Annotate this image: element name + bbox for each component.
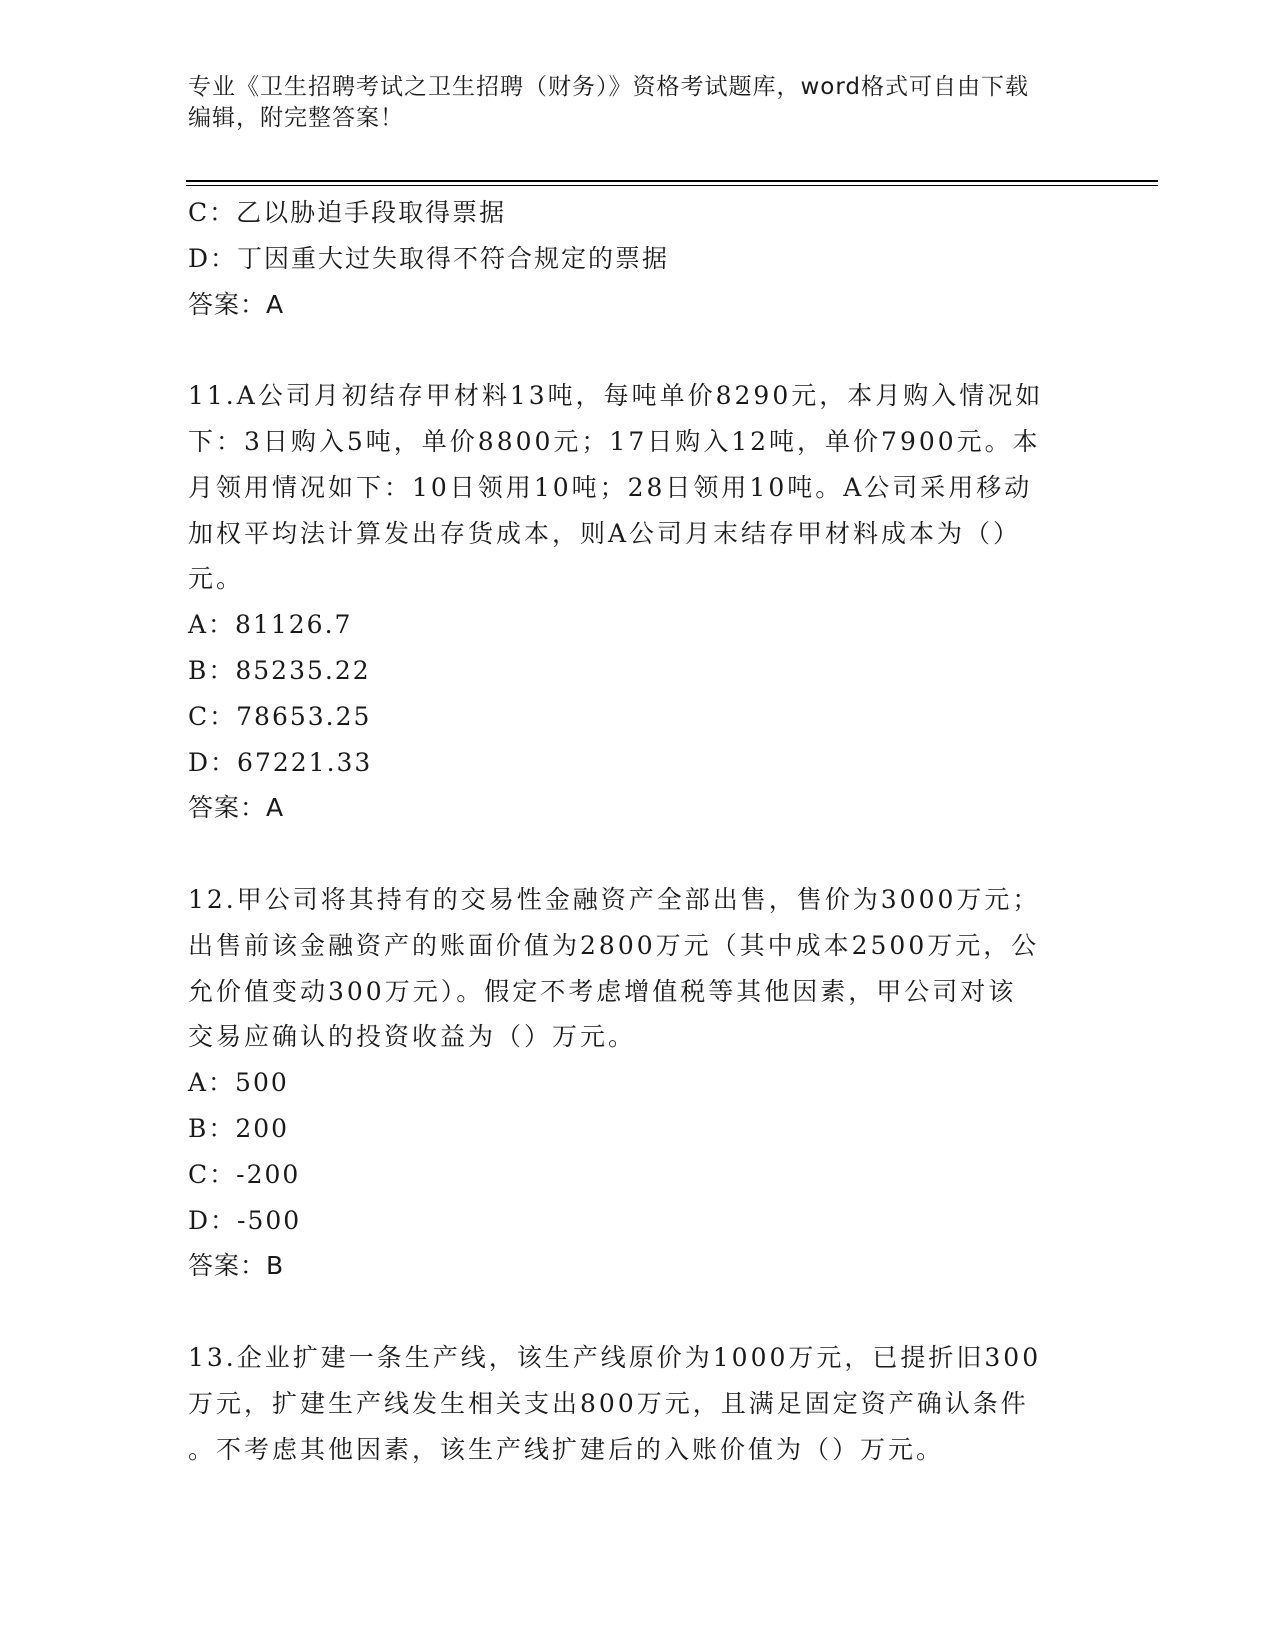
option-c: C：-200 — [188, 1159, 301, 1189]
question-text-line: 13.企业扩建一条生产线，该生产线原价为1000万元，已提折旧300 — [188, 1342, 1042, 1372]
header-divider-thick — [186, 180, 1158, 182]
question-text-line: 下：3日购入5吨，单价8800元；17日购入12吨，单价7900元。本 — [188, 426, 1041, 456]
question-10-tail — [188, 190, 1088, 327]
document-header — [188, 72, 1088, 134]
question-text-line: 。不考虑其他因素，该生产线扩建后的入账价值为（）万元。 — [188, 1434, 945, 1464]
spacer — [188, 831, 1088, 877]
question-text-line: 交易应确认的投资收益为（）万元。 — [188, 1022, 637, 1052]
option-c: C：78653.25 — [188, 701, 372, 731]
document-body — [188, 190, 1088, 1472]
question-text-line: 11.A公司月初结存甲材料13吨，每吨单价8290元，本月购入情况如 — [188, 381, 1044, 411]
option-d: D：67221.33 — [188, 747, 373, 777]
question-text-line: 元。 — [188, 564, 245, 594]
question-text-line: 出售前该金融资产的账面价值为2800万元（其中成本2500万元，公 — [188, 930, 1040, 960]
option-a: A：81126.7 — [188, 610, 353, 640]
header-divider-thin — [186, 185, 1158, 186]
answer-line: 答案：A — [188, 289, 285, 319]
question-text-line: 月领用情况如下：10日领用10吨；28日领用10吨。A公司采用移动 — [188, 472, 1033, 502]
question-text-line: 加权平均法计算发出存货成本，则A公司月末结存甲材料成本为（） — [188, 518, 1022, 548]
header-line-2: 编辑，附完整答案！ — [188, 105, 404, 131]
question-12 — [188, 877, 1088, 1289]
option-c: C：乙以胁迫手段取得票据 — [188, 198, 507, 227]
spacer — [188, 327, 1088, 373]
option-b: B：85235.22 — [188, 655, 371, 685]
question-text-line: 万元，扩建生产线发生相关支出800万元，且满足固定资产确认条件 — [188, 1388, 1029, 1418]
option-d: D：丁因重大过失取得不符合规定的票据 — [188, 243, 670, 273]
question-text-line: 允价值变动300万元）。假定不考虑增值税等其他因素，甲公司对该 — [188, 976, 1017, 1006]
option-a: A：500 — [188, 1068, 289, 1098]
option-d: D：-500 — [188, 1205, 302, 1235]
answer-line: 答案：B — [188, 1251, 285, 1281]
question-13 — [188, 1335, 1088, 1472]
question-11 — [188, 373, 1088, 831]
answer-line: 答案：A — [188, 793, 285, 823]
option-b: B：200 — [188, 1113, 290, 1143]
spacer — [188, 1289, 1088, 1335]
header-line-1: 专业《卫生招聘考试之卫生招聘（财务）》资格考试题库，word格式可自由下载 — [188, 74, 1030, 100]
question-text-line: 12.甲公司将其持有的交易性金融资产全部出售，售价为3000万元； — [188, 884, 1041, 914]
